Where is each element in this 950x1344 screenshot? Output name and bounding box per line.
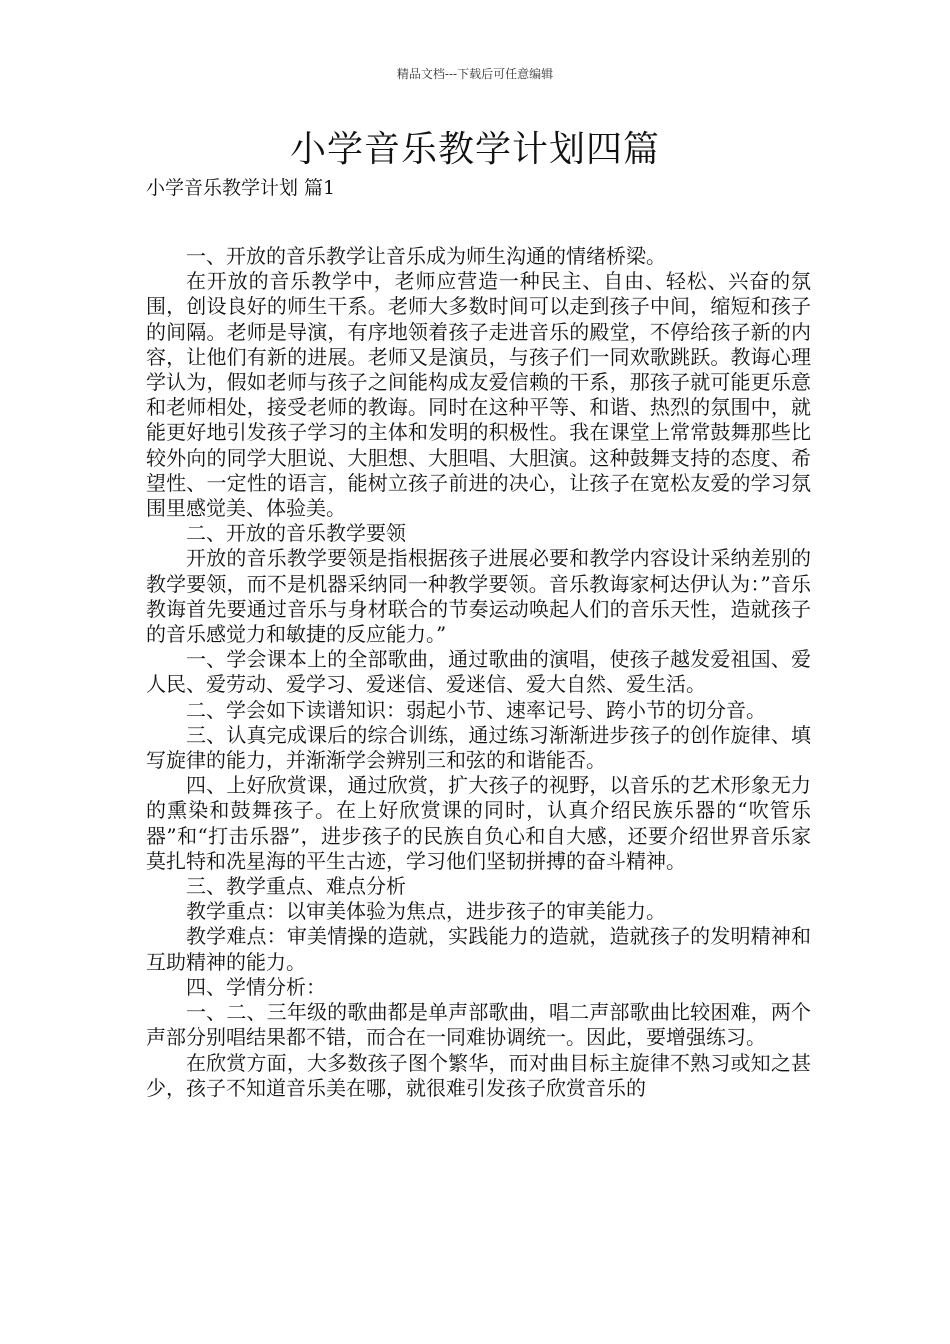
paragraph: 三、认真完成课后的综合训练，通过练习渐渐进步孩子的创作旋律、填写旋律的能力，并渐渐学会辨别三和弦的和谐能否。 <box>146 722 811 773</box>
paragraph: 四、上好欣赏课，通过欣赏，扩大孩子的视野，以音乐的艺术形象无力的熏染和鼓舞孩子。在上好欣赏课的同时，认真介绍民族乐器的“吹管乐器”和“打击乐器”，进步孩子的民族自负心和自大感，还要介绍世界音乐家莫扎特和冼星海的平生古迹，学习他们坚韧拼搏的奋斗精神。 <box>146 773 811 873</box>
paragraph: 教学难点：审美情操的造就，实践能力的造就，造就孩子的发明精神和互助精神的能力。 <box>146 924 811 974</box>
paragraph: 一、二、三年级的歌曲都是单声部歌曲，唱二声部歌曲比较困难，两个声部分别唱结果都不错，而合在一同难协调统一。因此，要增强练习。 <box>146 1000 811 1050</box>
paragraph: 开放的音乐教学要领是指根据孩子进展必要和教学内容设计采纳差别的教学要领，而不是机器采纳同一种教学要领。音乐教诲家柯达伊认为：”音乐教诲首先要通过音乐与身材联合的节奏运动唤起人们的音乐天性，造就孩子的音乐感觉力和敏捷的反应能力。” <box>146 546 811 647</box>
paragraph: 教学重点：以审美体验为焦点，进步孩子的审美能力。 <box>186 899 666 924</box>
paragraph: 四、学情分析： <box>186 974 326 999</box>
paragraph: 二、学会如下读谱知识：弱起小节、速率记号、跨小节的切分音。 <box>186 697 766 722</box>
document-body <box>146 244 811 1101</box>
paragraph: 三、教学重点、难点分析 <box>186 874 406 899</box>
paragraph: 一、开放的音乐教学让音乐成为师生沟通的情绪桥梁。 <box>186 244 666 268</box>
paragraph: 二、开放的音乐教学要领 <box>186 521 406 546</box>
document-title: 小学音乐教学计划四篇 <box>289 129 660 170</box>
paragraph: 在开放的音乐教学中，老师应营造一种民主、自由、轻松、兴奋的氛围，创设良好的师生干系。老师大多数时间可以走到孩子中间，缩短和孩子的间隔。老师是导演，有序地领着孩子走进音乐的殿堂，不停给孩子新的内容，让他们有新的进展。老师又是演员，与孩子们一同欢歌跳跃。教诲心理学认为，假如老师与孩子之间能构成友爱信赖的干系，那孩子就可能更乐意和老师相处，接受老师的教诲。同时在这种平等、和谐、热烈的氛围中，就能更好地引发孩子学习的主体和发明的积极性。我在课堂上常常鼓舞那些比较外向的同学大胆说、大胆想、大胆唱、大胆演。这种鼓舞支持的态度、希望性、一定性的语言，能树立孩子前进的决心，让孩子在宽松友爱的学习氛围里感觉美、体验美。 <box>146 269 811 521</box>
paragraph: 在欣赏方面，大多数孩子图个繁华，而对曲目标主旋律不熟习或知之甚少，孩子不知道音乐美在哪，就很难引发孩子欣赏音乐的 <box>146 1050 811 1100</box>
paragraph: 一、学会课本上的全部歌曲，通过歌曲的演唱，使孩子越发爱祖国、爱人民、爱劳动、爱学习、爱迷信、爱迷信、爱大自然、爱生活。 <box>146 647 811 697</box>
document-subtitle: 小学音乐教学计划 篇1 <box>146 177 336 199</box>
page-header: 精品文档---下载后可任意编辑 <box>396 67 554 81</box>
